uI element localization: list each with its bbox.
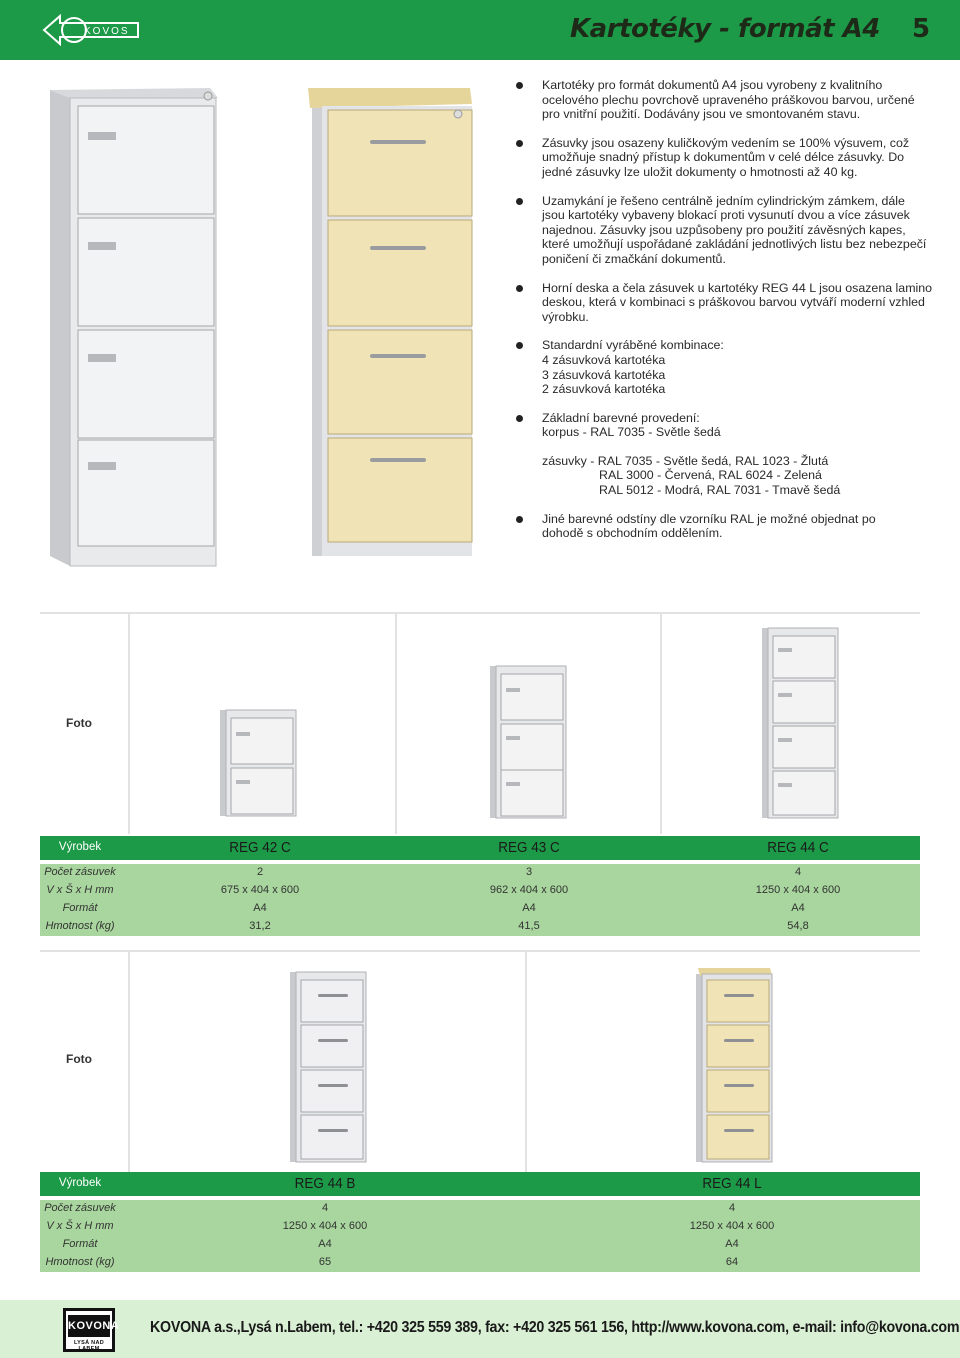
product-name: REG 44 C — [767, 839, 829, 856]
text-line: dohodě s obchodním oddělením. — [542, 526, 723, 541]
label-dims: V x Š x H mm — [46, 1220, 114, 1232]
foto-label: Foto — [66, 716, 92, 730]
reg-43-c-image — [488, 662, 568, 820]
label-drawers: Počet zásuvek — [44, 1202, 116, 1214]
spec-row-weight — [40, 918, 920, 936]
foto-label: Foto — [66, 1052, 92, 1066]
drawer-count: 3 — [525, 866, 533, 878]
grid-line — [128, 612, 130, 834]
drawer-count: 4 — [321, 1202, 329, 1214]
grid-line — [525, 950, 527, 1172]
spec-row-product — [40, 1172, 920, 1196]
format: A4 — [253, 902, 267, 914]
label-format: Formát — [62, 902, 98, 914]
intro-text — [515, 78, 935, 555]
text-line: 3 zásuvková kartotéka — [542, 367, 666, 382]
kovona-logo — [63, 1308, 120, 1352]
text-line: umožňuje snadný přístup k dokumentům v celé délce zásuvky. Do — [542, 150, 905, 165]
text-line: ocelového plechu povrchově upraveného práškovou barvou, určené — [542, 92, 915, 107]
drawer-count: 4 — [728, 1202, 736, 1214]
page-number: 5 — [912, 14, 931, 44]
spec-row-format — [40, 900, 920, 918]
text-line: Základní barevné provedení: — [542, 410, 700, 425]
text-line: najednou. Zásuvky jsou uzpůsobeny pro použití závěsných kapes, — [542, 222, 906, 237]
intro-paragraph-8 — [515, 512, 935, 541]
text-line: výrobku. — [542, 309, 589, 324]
dimensions: 962 x 404 x 600 — [489, 884, 569, 896]
text-line: 2 zásuvková kartotéka — [542, 382, 666, 397]
grid-line — [40, 950, 920, 952]
format: A4 — [725, 1238, 739, 1250]
grid-line — [660, 612, 662, 834]
spec-row-dims — [40, 1218, 920, 1236]
intro-paragraph-2 — [515, 136, 935, 180]
weight: 41,5 — [518, 920, 540, 932]
weight: 65 — [318, 1256, 332, 1268]
grid-line — [40, 612, 920, 614]
format: A4 — [318, 1238, 332, 1250]
photo-grid-bottom — [40, 950, 920, 1172]
product-name: REG 44 B — [294, 1175, 356, 1192]
text-line: Kartotéky pro formát dokumentů A4 jsou vyrobeny z kvalitního — [542, 78, 883, 92]
drawer-count: 4 — [794, 866, 802, 878]
spec-row-drawers — [40, 864, 920, 882]
dimensions: 1250 x 404 x 600 — [689, 1220, 775, 1232]
page-title: Kartotéky - formát A4 — [570, 14, 880, 44]
label-product: Výrobek — [58, 841, 102, 853]
label-format: Formát — [62, 1238, 98, 1250]
product-name: REG 43 C — [498, 839, 560, 856]
text-line: jsou kartotéky vybaveny blokací proti vysunutí dvou a více zásuvek — [542, 208, 910, 223]
spec-row-format — [40, 1236, 920, 1254]
reg-44-l-image — [694, 966, 774, 1164]
intro-paragraph-4 — [515, 281, 935, 325]
intro-paragraph-5 — [515, 338, 935, 396]
format: A4 — [791, 902, 805, 914]
text-line: RAL 5012 - Modrá, RAL 7031 - Tmavě šedá — [599, 483, 841, 498]
large-grey-cabinet-image — [48, 86, 220, 568]
label-product: Výrobek — [58, 1177, 102, 1189]
intro-paragraph-7 — [515, 454, 935, 498]
text-line: poničení či zmačkání dokumentů. — [542, 251, 726, 266]
grid-line — [395, 612, 397, 834]
text-line: deskou, která v kombinaci s práškovou barvou vytváří moderní vzhled — [542, 295, 925, 310]
product-name: REG 44 L — [702, 1175, 762, 1192]
page-header — [0, 0, 960, 60]
intro-paragraph-6 — [515, 411, 935, 440]
text-line: jedné zásuvky lze uložit dokumenty o hmotnosti až 40 kg. — [542, 164, 858, 179]
label-drawers: Počet zásuvek — [44, 866, 116, 878]
dimensions: 675 x 404 x 600 — [220, 884, 300, 896]
text-line: zásuvky - RAL 7035 - Světle šedá, RAL 1023 - Žlutá — [542, 453, 829, 468]
kovos-logo — [42, 10, 142, 50]
text-line: Zásuvky jsou osazeny kuličkovým vedením se 100% výsuvem, což — [542, 135, 910, 150]
reg-44-b-image — [288, 968, 368, 1164]
reg-42-c-image — [218, 706, 298, 818]
logo-text: KOVOS — [84, 26, 130, 37]
text-line: 4 zásuvková kartotéka — [542, 352, 666, 367]
spec-row-product — [40, 836, 920, 860]
text-line: korpus - RAL 7035 - Světle šedá — [542, 425, 721, 440]
page-footer — [0, 1300, 960, 1358]
label-weight: Hmotnost (kg) — [45, 920, 115, 932]
label-weight: Hmotnost (kg) — [45, 1256, 115, 1268]
text-line: Horní deska a čela zásuvek u kartotéky REG 44 L jsou osazena lamino — [542, 280, 933, 295]
product-name: REG 42 C — [229, 839, 291, 856]
large-laminate-cabinet-image — [300, 86, 480, 560]
text-line: které umožňují uspořádané zakládání jednotlivých listu bez nebezpečí — [542, 237, 927, 252]
label-dims: V x Š x H mm — [46, 884, 114, 896]
text-line: RAL 3000 - Červená, RAL 6024 - Zelená — [599, 468, 822, 483]
weight: 31,2 — [249, 920, 271, 932]
dimensions: 1250 x 404 x 600 — [755, 884, 841, 896]
spec-row-weight — [40, 1254, 920, 1272]
text-line: Standardní vyráběné kombinace: — [542, 338, 724, 353]
contact-info: KOVONA a.s.,Lysá n.Labem, tel.: +420 325 559 389, fax: +420 325 561 156, http://www.kovona.com, e-mail: info@kovona.com — [150, 1319, 960, 1336]
spec-row-dims — [40, 882, 920, 900]
dimensions: 1250 x 404 x 600 — [282, 1220, 368, 1232]
intro-paragraph-3 — [515, 194, 935, 267]
logo-sub-text: LYSÁ NAD LABEM — [73, 1340, 104, 1352]
drawer-count: 2 — [256, 866, 264, 878]
weight: 54,8 — [787, 920, 809, 932]
reg-44-c-image — [760, 624, 840, 820]
spec-row-drawers — [40, 1200, 920, 1218]
text-line: Jiné barevné odstíny dle vzorníku RAL je možné objednat po — [542, 511, 876, 526]
weight: 64 — [725, 1256, 739, 1268]
format: A4 — [522, 902, 536, 914]
logo-main-text: KOVONA — [68, 1315, 110, 1337]
text-line: Uzamykání je řešeno centrálně jedním cylindrickým zámkem, dále — [542, 193, 905, 208]
text-line: pro vnitřní použití. Dodávány jsou ve smontovaném stavu. — [542, 107, 861, 122]
intro-paragraph-1 — [515, 78, 935, 122]
grid-line — [128, 950, 130, 1172]
